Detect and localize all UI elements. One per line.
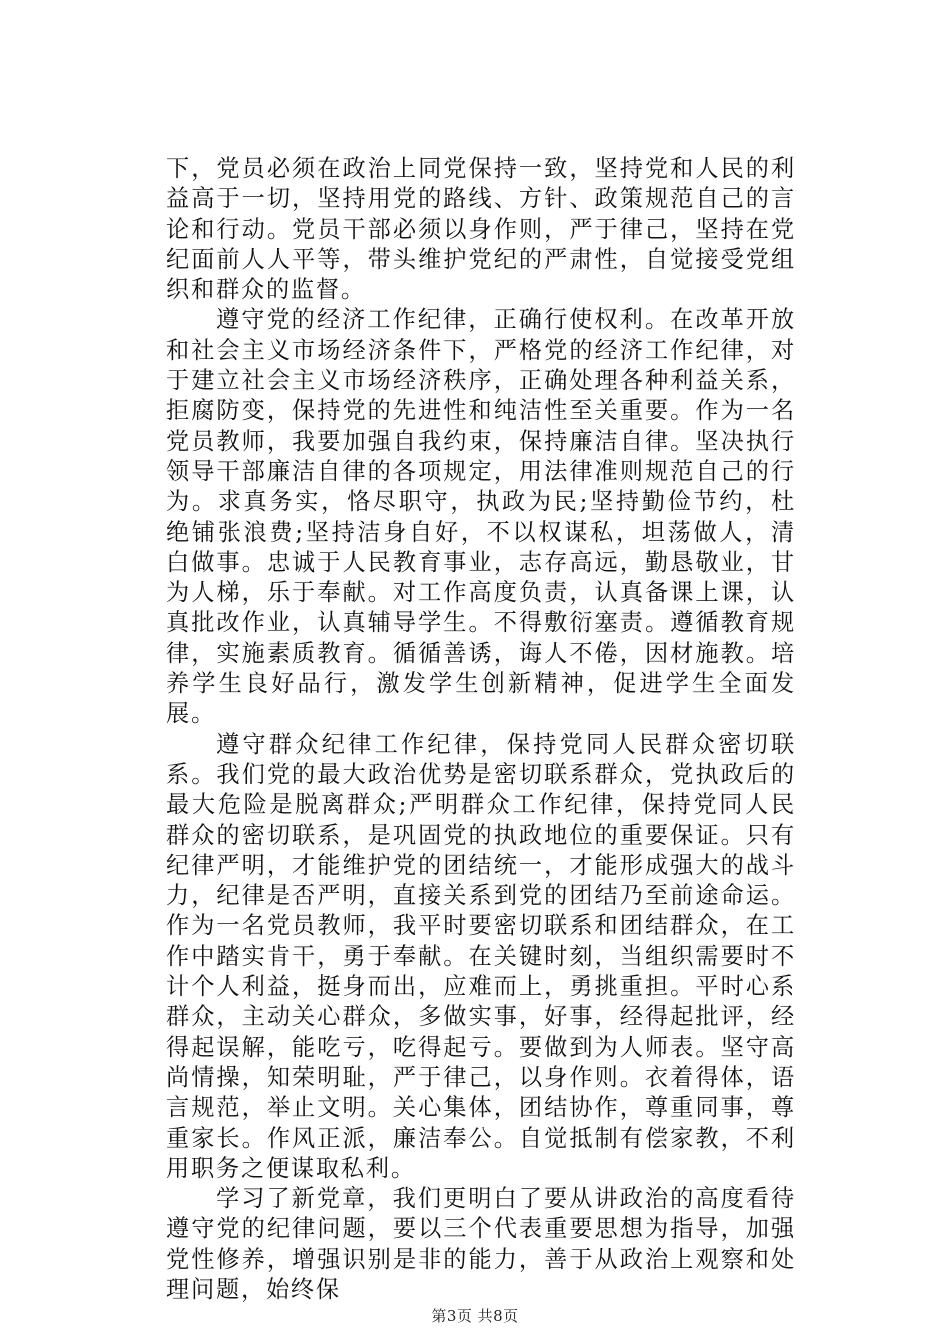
paragraph-mass-discipline: 遵守群众纪律工作纪律，保持党同人民群众密切联系。我们党的最大政治优势是密切联系群众，党执政后的最大危险是脱离群众;严明群众工作纪律，保持党同人民群众的密切联系，是巩固党的执政地位的重要保证。只有纪律严明，才能维护党的团结统一，才能形成强大的战斗力，纪律是否严明，直接关系到党的团结乃至前途命运。作为一名党员教师，我平时要密切联系和团结群众，在工作中踏实肯干，勇于奉献。在关键时刻，当组织需要时不计个人利益，挺身而出，应难而上，勇挑重担。平时心系群众，主动关心群众，多做实事，好事，经得起批评，经得起误解，能吃亏，吃得起亏。要做到为人师表。坚守高尚情操，知荣明耻，严于律己，以身作则。衣着得体，语言规范，举止文明。关心集体，团结协作，尊重同事，尊重家长。作风正派，廉洁奉公。自觉抵制有偿家教，不利用职务之便谋取私利。 <box>166 730 796 1182</box>
paragraph-economic-discipline: 遵守党的经济工作纪律，正确行使权利。在改革开放和社会主义市场经济条件下，严格党的经济工作纪律，对于建立社会主义市场经济秩序，正确处理各种利益关系，拒腐防变，保持党的先进性和纯洁性至关重要。作为一名党员教师，我要加强自我约束，保持廉洁自律。坚决执行领导干部廉洁自律的各项规定，用法律准则规范自己的行为。求真务实，恪尽职守，执政为民;坚持勤俭节约，杜绝铺张浪费;坚持洁身自好，不以权谋私，坦荡做人，清白做事。忠诚于人民教育事业，志存高远，勤恳敬业，甘为人梯，乐于奉献。对工作高度负责，认真备课上课，认真批改作业，认真辅导学生。不得敷衍塞责。遵循教育规律，实施素质教育。循循善诱，诲人不倦，因材施教。培养学生良好品行，激发学生创新精神，促进学生全面发展。 <box>166 306 796 728</box>
page-number-footer: 第3页 共8页 <box>431 1307 519 1325</box>
document-body <box>166 154 796 1305</box>
paragraph-party-constitution: 学习了新党章，我们更明白了要从讲政治的高度看待遵守党的纪律问题，要以三个代表重要思想为指导，加强党性修养，增强识别是非的能力，善于从政治上观察和处理问题，始终保 <box>166 1185 796 1303</box>
paragraph-continued: 下，党员必须在政治上同党保持一致，坚持党和人民的利益高于一切，坚持用党的路线、方针、政策规范自己的言论和行动。党员干部必须以身作则，严于律己，坚持在党纪面前人人平等，带头维护党纪的严肃性，自觉接受党组织和群众的监督。 <box>166 155 796 304</box>
